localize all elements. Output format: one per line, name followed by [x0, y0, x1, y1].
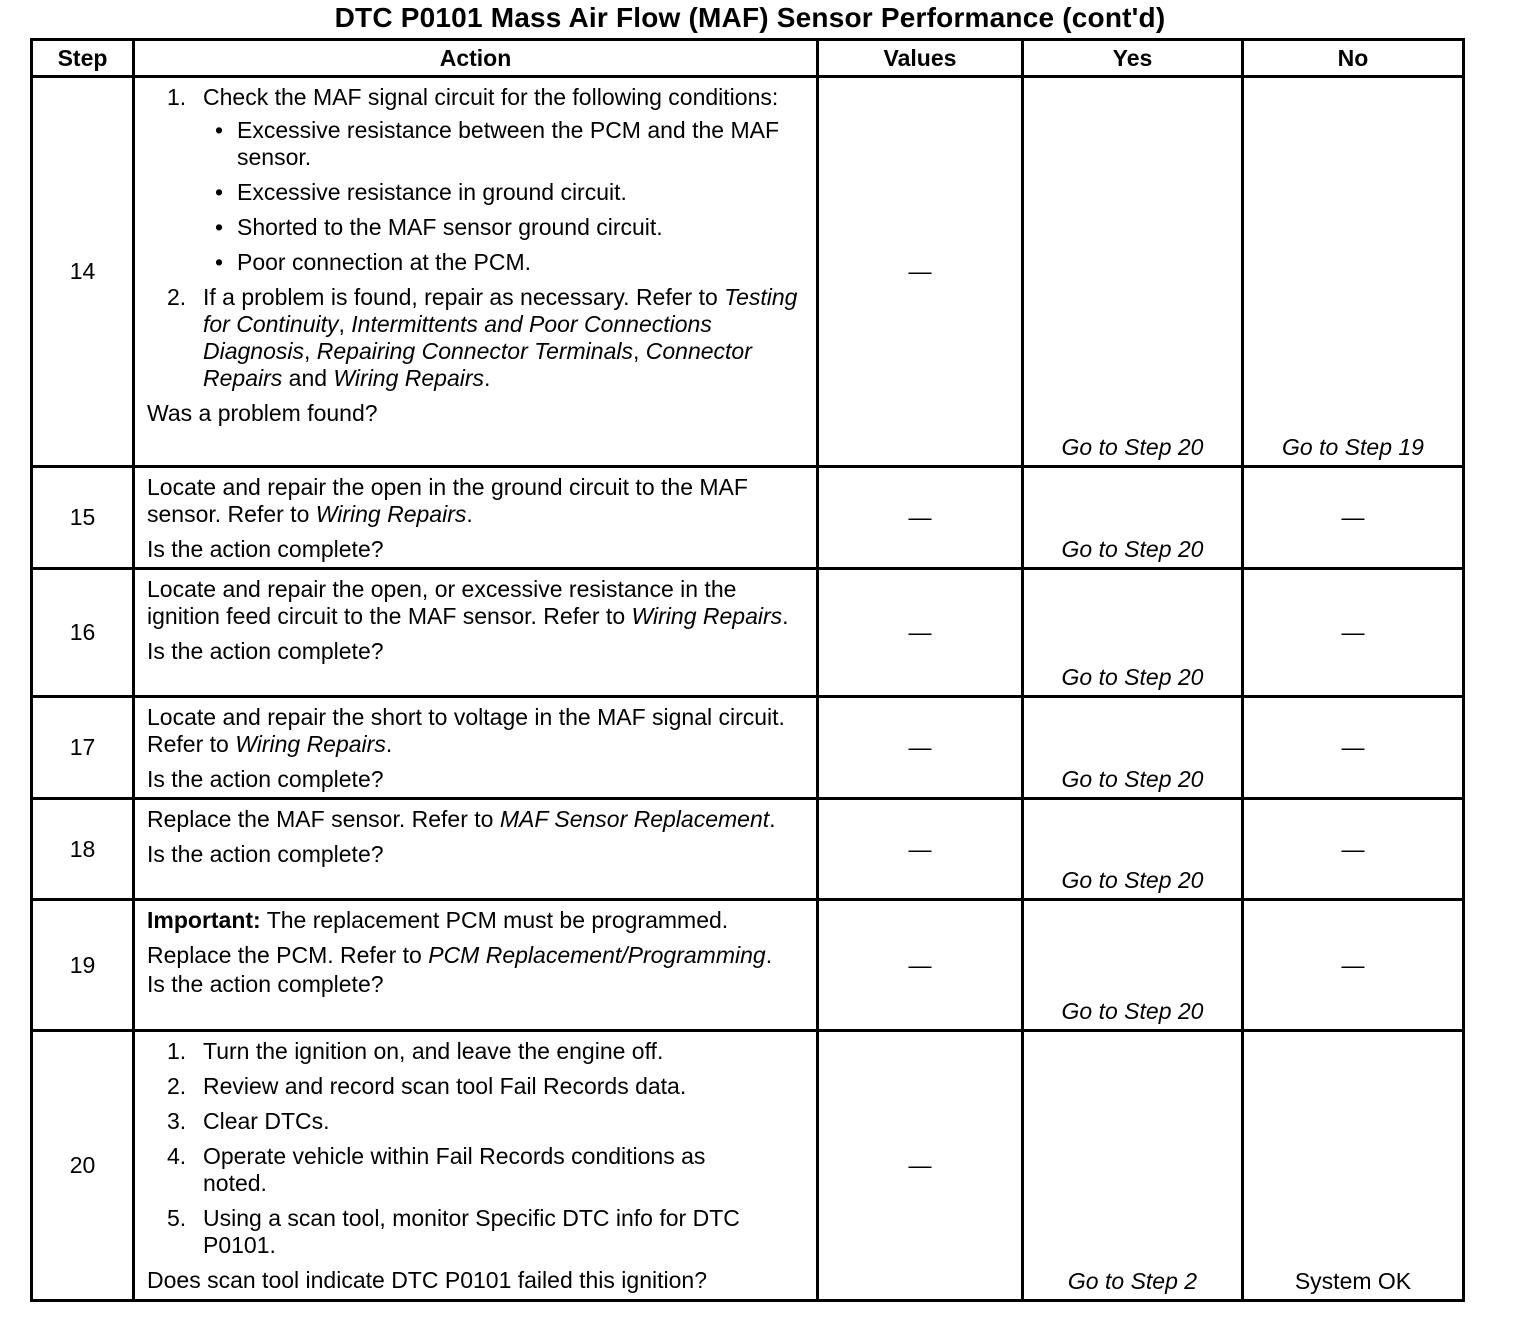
action-cell: Locate and repair the short to voltage in the MAF signal circuit. Refer to Wiring Repairs. Is the action complete?: [134, 697, 818, 799]
question-text: Was a problem found?: [147, 400, 378, 426]
action-cell: Locate and repair the open, or excessive resistance in the ignition feed circuit to the MAF sensor. Refer to Wiring Repairs. Is the action complete?: [134, 569, 818, 697]
list-item: 2. If a problem is found, repair as necessary. Refer to Testing for Continuity, Intermittents and Poor Connections Diagnosis, Repairing Connector Terminals, Connector Repairs and Wiring Repairs.: [167, 284, 798, 391]
question-text: Is the action complete?: [147, 766, 384, 792]
table-row: [32, 77, 1464, 467]
yes-cell: [1023, 1031, 1243, 1301]
no-result: —: [1341, 734, 1365, 760]
list-item: 5. Using a scan tool, monitor Specific DTC info for DTC P0101.: [167, 1205, 740, 1258]
header-action: Action: [134, 40, 818, 77]
step-number: 16: [32, 569, 134, 697]
list-item: 3. Clear DTCs.: [167, 1108, 330, 1134]
question-text: Is the action complete?: [147, 971, 384, 997]
no-result: System OK: [1294, 1268, 1412, 1294]
header-step: Step: [32, 40, 134, 77]
no-result: —: [1341, 504, 1365, 530]
step-number: 15: [32, 467, 134, 569]
reference-link: Connector Repairs: [203, 338, 752, 391]
no-cell: [1243, 697, 1464, 799]
question-text: Is the action complete?: [147, 841, 384, 867]
list-item: • Poor connection at the PCM.: [203, 249, 806, 276]
reference-link: Repairing Connector Terminals: [316, 338, 633, 364]
step-number: 20: [32, 1031, 134, 1301]
reference-link: PCM Replacement/Programming: [428, 942, 766, 968]
table-row: [32, 900, 1464, 1031]
yes-result: Go to Step 20: [1061, 536, 1204, 562]
condition-list: [203, 117, 806, 276]
reference-link: Testing for Continuity: [203, 284, 798, 337]
reference-link: Wiring Repairs: [315, 501, 467, 527]
values-cell: —: [818, 77, 1023, 467]
no-cell: [1243, 900, 1464, 1031]
header-yes: Yes: [1023, 40, 1243, 77]
action-cell: Replace the MAF sensor. Refer to MAF Sensor Replacement. Is the action complete?: [134, 799, 818, 900]
header-no: No: [1243, 40, 1464, 77]
list-item: • Shorted to the MAF sensor ground circuit.: [203, 214, 806, 241]
question-text: Is the action complete?: [147, 638, 384, 664]
values-cell: —: [818, 467, 1023, 569]
action-steps: [147, 1038, 806, 1259]
yes-cell: [1023, 799, 1243, 900]
question-text: Does scan tool indicate DTC P0101 failed this ignition?: [147, 1267, 707, 1293]
list-item: • Excessive resistance in ground circuit.: [203, 179, 806, 206]
values-cell: —: [818, 697, 1023, 799]
step-number: 18: [32, 799, 134, 900]
list-item: • Excessive resistance between the PCM and the MAF sensor.: [203, 117, 806, 171]
yes-result: Go to Step 20: [1061, 998, 1204, 1024]
table-row: [32, 1031, 1464, 1301]
list-item: 4. Operate vehicle within Fail Records conditions as noted.: [167, 1143, 706, 1196]
yes-result: Go to Step 20: [1061, 867, 1204, 893]
values-cell: —: [818, 799, 1023, 900]
page-title: DTC P0101 Mass Air Flow (MAF) Sensor Performance (cont'd): [334, 2, 1166, 33]
action-cell: Important: The replacement PCM must be programmed. Replace the PCM. Refer to PCM Replacement/Programming. Is the action complete?: [134, 900, 818, 1031]
list-item: 2. Review and record scan tool Fail Records data.: [167, 1073, 687, 1099]
table-row: [32, 697, 1464, 799]
important-note: Important: The replacement PCM must be programmed.: [147, 907, 729, 933]
values-cell: —: [818, 1031, 1023, 1301]
list-item: 1. Turn the ignition on, and leave the engine off.: [167, 1038, 664, 1064]
yes-cell: [1023, 467, 1243, 569]
no-result: —: [1341, 835, 1365, 862]
values-cell: —: [818, 900, 1023, 1031]
step-number: 19: [32, 900, 134, 1031]
reference-link: MAF Sensor Replacement: [499, 806, 770, 832]
yes-cell: [1023, 569, 1243, 697]
no-cell: [1243, 799, 1464, 900]
values-cell: —: [818, 569, 1023, 697]
no-result: —: [1341, 951, 1365, 978]
diagnostic-table: [30, 38, 1465, 1302]
no-cell: [1243, 77, 1464, 467]
step-number: 17: [32, 697, 134, 799]
question-text: Is the action complete?: [147, 536, 384, 562]
reference-link: Wiring Repairs: [333, 365, 485, 391]
reference-link: Wiring Repairs: [235, 731, 386, 757]
table-row: [32, 569, 1464, 697]
yes-cell: [1023, 77, 1243, 467]
no-cell: [1243, 1031, 1464, 1301]
yes-result: Go to Step 2: [1067, 1268, 1198, 1294]
no-result: Go to Step 19: [1282, 434, 1424, 460]
step-number: 14: [32, 77, 134, 467]
yes-cell: [1023, 900, 1243, 1031]
reference-link: Intermittents and Poor Connections Diagnosis: [203, 311, 712, 364]
yes-result: Go to Step 20: [1061, 664, 1204, 690]
action-steps: [147, 84, 806, 392]
header-values: Values: [818, 40, 1023, 77]
no-result: —: [1341, 619, 1365, 645]
reference-link: Wiring Repairs: [631, 603, 783, 629]
table-header-row: [32, 40, 1464, 77]
yes-result: Go to Step 20: [1061, 766, 1204, 792]
yes-cell: [1023, 697, 1243, 799]
table-row: [32, 799, 1464, 900]
yes-result: Go to Step 20: [1061, 434, 1204, 460]
no-cell: [1243, 467, 1464, 569]
list-item: 1. Check the MAF signal circuit for the following conditions: • Excessive resistance between the PCM and the MAF sensor. • Excessive resistance in ground circuit. • Shorted to the MAF sensor ground circuit. • Poor connection at the PCM.: [147, 84, 806, 276]
no-cell: [1243, 569, 1464, 697]
action-cell: Locate and repair the open in the ground circuit to the MAF sensor. Refer to Wiring Repairs. Is the action complete?: [134, 467, 818, 569]
action-cell: [134, 1031, 818, 1301]
table-row: [32, 467, 1464, 569]
action-cell: [134, 77, 818, 467]
